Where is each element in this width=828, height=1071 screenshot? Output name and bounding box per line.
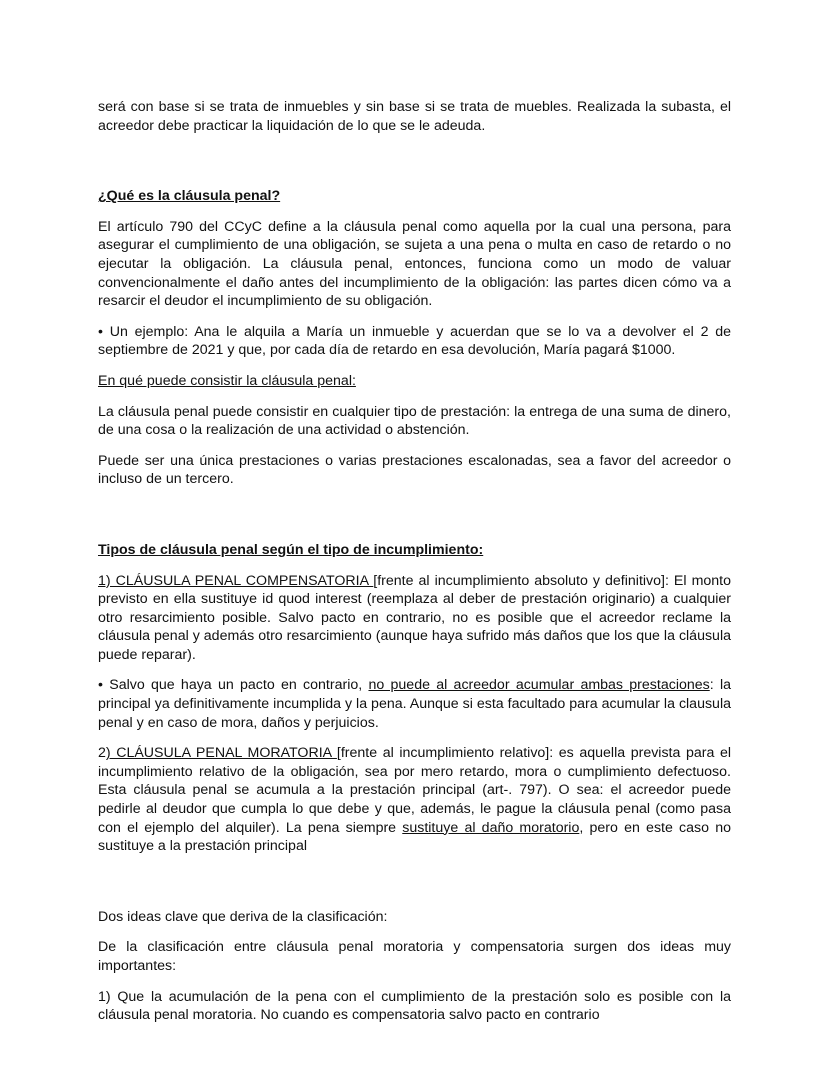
acumular-after: : la principal ya definitivamente incumplida y la pena. Aunque si esta facultado para acumular la clausula penal y en caso de mora, daños y perjuicios. (98, 677, 731, 731)
subheading-consistir (98, 372, 731, 391)
clasificacion-paragraph: De la clasificación entre cláusula penal moratoria y compensatoria surgen dos ideas muy importantes: (98, 939, 731, 974)
acumulacion-point: 1) Que la acumulación de la pena con el cumplimiento de la prestación solo es posible con la cláusula penal moratoria. No cuando es compensatoria salvo pacto en contrario (98, 988, 731, 1024)
moratoria-underlined: sustituye al daño moratorio (402, 819, 580, 836)
acumular-before: • Salvo que haya un pacto en contrario, (98, 677, 369, 694)
section-heading-tipos: Tipos de cláusula penal según el tipo de incumplimiento: (98, 541, 484, 558)
acumular-bullet (98, 676, 731, 732)
moratoria-number: 2 (98, 745, 106, 762)
example-paragraph: • Un ejemplo: Ana le alquila a María un inmueble y acuerdan que se lo va a devolver el 2 de septiembre de 2021 y que, por cada día de retardo en esa devolución, María pagará $1000. (98, 323, 731, 359)
subheading-text: En qué puede consistir la cláusula penal: (98, 372, 356, 389)
intro-paragraph: será con base si se trata de inmuebles y sin base si se trata de muebles. Realizada la subasta, el acreedor debe practicar la liquidación de lo que se le adeuda. (98, 99, 731, 134)
compensatoria-paragraph (98, 572, 731, 665)
ideas-clave-heading: Dos ideas clave que deriva de la clasificación: (98, 908, 388, 925)
prestaciones-paragraph: Puede ser una única prestaciones o varias prestaciones escalonadas, sea a favor del acreedor o incluso de un tercero. (98, 452, 731, 488)
moratoria-body-after: , pero en este caso no sustituye a la prestación principal (98, 819, 731, 855)
section-heading-clausula-penal: ¿Qué es la cláusula penal? (98, 188, 281, 205)
compensatoria-body: [frente al incumplimiento absoluto y definitivo]: El monto previsto en ella sustituye id quod interest (reemplaza al deber de prestación originario) a cualquier otro resarcimiento posible. Salvo pacto en contrario, no es posible que el acreedor reclame la cláusula penal y además otro resarcimiento (aunque haya sufrido más daños que los que la cláusula puede reparar). (98, 572, 731, 663)
compensatoria-title: 1) CLÁUSULA PENAL COMPENSATORIA (98, 572, 374, 589)
moratoria-body-before: [frente al incumplimiento relativo]: es aquella prevista para el incumplimiento relativo de la obligación, sea por mero retardo, mora o cumplimiento defectuoso. Esta cláusula penal se acumula a la prestación principal (art-. 797). O sea: el acreedor puede pedirle al deudor que cumpla lo que debe y que, además, le pague la cláusula penal (como pasa con el ejemplo del alquiler). La pena siempre (98, 745, 731, 836)
acumular-underlined: no puede al acreedor acumular ambas prestaciones (368, 677, 710, 694)
prestacion-paragraph: La cláusula penal puede consistir en cualquier tipo de prestación: la entrega de una suma de dinero, de una cosa o la realización de una actividad o abstención. (98, 403, 731, 439)
definition-paragraph: El artículo 790 del CCyC define a la cláusula penal como aquella por la cual una persona, para asegurar el cumplimiento de una obligación, se sujeta a una pena o multa en caso de retardo o no ejecutar la obligación. La cláusula penal, entonces, funciona como un modo de valuar convencionalmente el daño antes del incumplimiento de la obligación: las partes dicen cómo va a resarcir el deudor el incumplimiento de su obligación. (98, 218, 731, 310)
moratoria-title: ) CLÁUSULA PENAL MORATORIA (105, 745, 337, 762)
moratoria-paragraph (98, 744, 731, 856)
